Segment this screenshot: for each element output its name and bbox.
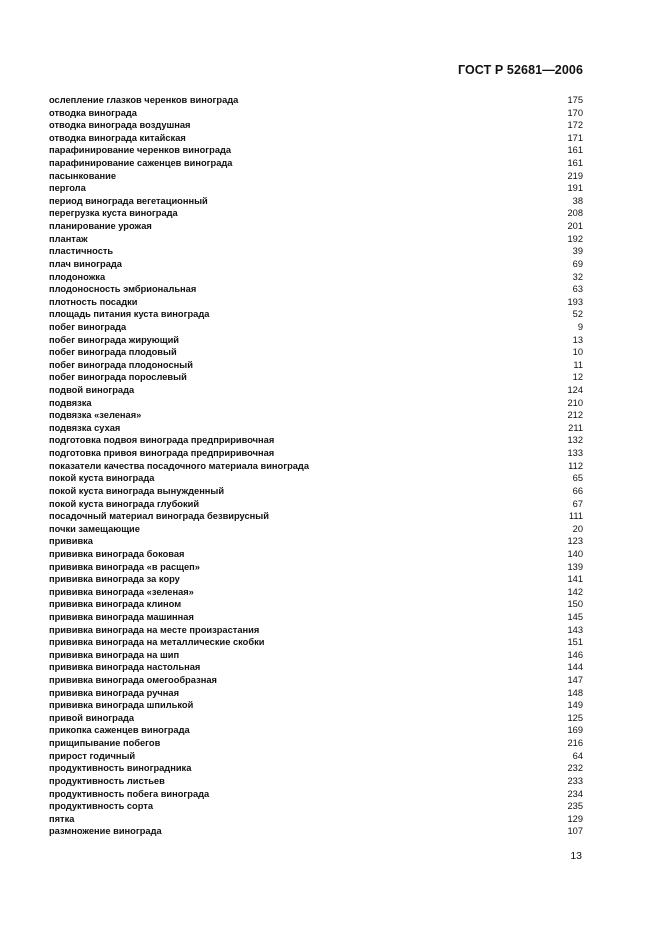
index-term: прививка винограда шпилькой xyxy=(49,700,194,711)
index-entry xyxy=(49,157,583,170)
index-page-ref: 172 xyxy=(567,120,583,131)
index-term: подвязка «зеленая» xyxy=(49,410,142,421)
index-term: продуктивность побега винограда xyxy=(49,788,210,799)
index-entry xyxy=(49,636,583,649)
index-entry xyxy=(49,712,583,725)
index-page-ref: 125 xyxy=(567,712,583,723)
index-term: продуктивность листьев xyxy=(49,775,165,786)
index-page-ref: 142 xyxy=(567,586,583,597)
index-term: прививка винограда на металлические скобки xyxy=(49,637,265,648)
index-entry xyxy=(49,321,583,334)
index-entry xyxy=(49,498,583,511)
index-entry xyxy=(49,775,583,788)
index-entry xyxy=(49,207,583,220)
index-entry xyxy=(49,308,583,321)
index-entry xyxy=(49,573,583,586)
index-page-ref: 145 xyxy=(567,611,583,622)
index-page-ref: 201 xyxy=(567,221,583,232)
index-entry xyxy=(49,624,583,637)
index-term: прививка винограда настольная xyxy=(49,662,201,673)
index-term: прививка винограда клином xyxy=(49,599,182,610)
index-term: плантаж xyxy=(49,233,88,244)
index-term: плодоносность эмбриональная xyxy=(49,284,197,295)
index-entry xyxy=(49,182,583,195)
index-page-ref: 129 xyxy=(567,813,583,824)
index-term: плодоножка xyxy=(49,271,106,282)
index-page-ref: 208 xyxy=(567,208,583,219)
index-page-ref: 63 xyxy=(572,284,583,295)
index-page-ref: 193 xyxy=(567,296,583,307)
index-page-ref: 111 xyxy=(568,511,583,522)
index-entry xyxy=(49,737,583,750)
index-term: побег винограда плодовый xyxy=(49,347,177,358)
index-entry xyxy=(49,258,583,271)
index-entry xyxy=(49,813,583,826)
index-page-ref: 12 xyxy=(572,372,583,383)
index-page-ref: 146 xyxy=(567,649,583,660)
index-entry xyxy=(49,371,583,384)
index-term: прививка xyxy=(49,536,93,547)
index-page-ref: 161 xyxy=(567,158,583,169)
index-term: покой куста винограда вынужденный xyxy=(49,485,225,496)
index-page-ref: 216 xyxy=(567,738,583,749)
index-term: покой куста винограда xyxy=(49,473,155,484)
index-page-ref: 112 xyxy=(568,460,583,471)
index-page-ref: 124 xyxy=(567,385,583,396)
index-page-ref: 150 xyxy=(567,599,583,610)
index-entry xyxy=(49,195,583,208)
page-number: 13 xyxy=(570,850,582,862)
index-page-ref: 67 xyxy=(572,498,583,509)
index-page-ref: 9 xyxy=(577,321,583,332)
index-page-ref: 219 xyxy=(567,170,583,181)
index-page-ref: 191 xyxy=(567,183,583,194)
index-entry xyxy=(49,598,583,611)
index-entry xyxy=(49,510,583,523)
index-term: подготовка привоя винограда предприривочная xyxy=(49,448,275,459)
index-page-ref: 133 xyxy=(567,448,583,459)
index-term: побег винограда плодоносный xyxy=(49,359,193,370)
index-page-ref: 171 xyxy=(567,132,583,143)
index-page-ref: 52 xyxy=(572,309,583,320)
index-entry xyxy=(49,397,583,410)
index-entry xyxy=(49,409,583,422)
index-entry xyxy=(49,94,583,107)
index-entry xyxy=(49,334,583,347)
alphabetical-index-list xyxy=(49,94,583,838)
index-term: побег винограда порослевый xyxy=(49,372,187,383)
index-page-ref: 148 xyxy=(567,687,583,698)
index-entry xyxy=(49,359,583,372)
index-page-ref: 140 xyxy=(567,548,583,559)
index-term: отводка винограда китайская xyxy=(49,132,186,143)
index-entry xyxy=(49,132,583,145)
index-entry xyxy=(49,422,583,435)
index-term: покой куста винограда глубокий xyxy=(49,498,200,509)
index-page-ref: 175 xyxy=(567,95,583,105)
index-term: прищипывание побегов xyxy=(49,738,161,749)
index-term: плач винограда xyxy=(49,258,122,269)
index-entry xyxy=(49,271,583,284)
index-entry xyxy=(49,674,583,687)
index-entry xyxy=(49,107,583,120)
index-term: подвязка сухая xyxy=(49,422,121,433)
index-page-ref: 132 xyxy=(567,435,583,446)
index-term: прирост годичный xyxy=(49,750,136,761)
index-entry xyxy=(49,447,583,460)
index-entry xyxy=(49,611,583,624)
index-term: прививка винограда ручная xyxy=(49,687,179,698)
index-term: почки замещающие xyxy=(49,523,140,534)
index-term: продуктивность сорта xyxy=(49,801,153,812)
document-header-id: ГОСТ Р 52681—2006 xyxy=(457,63,583,77)
index-page-ref: 66 xyxy=(572,485,583,496)
index-page-ref: 64 xyxy=(572,750,583,761)
index-entry xyxy=(49,586,583,599)
index-term: планирование урожая xyxy=(49,221,152,232)
index-page-ref: 141 xyxy=(567,574,583,585)
index-term: прививка винограда боковая xyxy=(49,548,185,559)
index-page-ref: 235 xyxy=(567,801,583,812)
index-term: пятка xyxy=(49,813,75,824)
index-term: отводка винограда xyxy=(49,107,137,118)
index-term: прививка винограда «в расщеп» xyxy=(49,561,200,572)
index-page-ref: 149 xyxy=(567,700,583,711)
index-term: размножение винограда xyxy=(49,826,162,837)
index-term: подвой винограда xyxy=(49,385,135,396)
index-term: площадь питания куста винограда xyxy=(49,309,210,320)
index-entry xyxy=(49,523,583,536)
index-term: прививка винограда машинная xyxy=(49,611,194,622)
index-term: побег винограда жирующий xyxy=(49,334,180,345)
index-page-ref: 139 xyxy=(567,561,583,572)
index-page-ref: 233 xyxy=(567,775,583,786)
index-page-ref: 212 xyxy=(567,410,583,421)
index-term: перегрузка куста винограда xyxy=(49,208,178,219)
index-page-ref: 38 xyxy=(572,195,583,206)
index-term: привой винограда xyxy=(49,712,135,723)
index-page-ref: 211 xyxy=(568,422,583,433)
index-entry xyxy=(49,485,583,498)
index-term: подвязка xyxy=(49,397,92,408)
index-term: прививка винограда «зеленая» xyxy=(49,586,194,597)
index-entry xyxy=(49,788,583,801)
index-term: продуктивность виноградника xyxy=(49,763,192,774)
index-page-ref: 143 xyxy=(567,624,583,635)
index-page-ref: 210 xyxy=(567,397,583,408)
index-entry xyxy=(49,434,583,447)
index-page-ref: 13 xyxy=(572,334,583,345)
index-term: посадочный материал винограда безвирусный xyxy=(49,511,269,522)
index-entry xyxy=(49,220,583,233)
index-entry xyxy=(49,699,583,712)
index-entry xyxy=(49,762,583,775)
index-entry xyxy=(49,233,583,246)
index-term: прививка винограда на месте произрастания xyxy=(49,624,260,635)
index-term: пасынкование xyxy=(49,170,116,181)
index-entry xyxy=(49,548,583,561)
index-entry xyxy=(49,384,583,397)
index-page-ref: 65 xyxy=(572,473,583,484)
index-page-ref: 147 xyxy=(567,675,583,686)
index-entry xyxy=(49,472,583,485)
index-page-ref: 234 xyxy=(567,788,583,799)
index-page-ref: 170 xyxy=(567,107,583,118)
index-term: подготовка подвоя винограда предприривочная xyxy=(49,435,275,446)
index-entry xyxy=(49,649,583,662)
index-term: парафинирование саженцев винограда xyxy=(49,158,233,169)
index-page-ref: 107 xyxy=(567,826,583,837)
index-entry xyxy=(49,119,583,132)
index-entry xyxy=(49,346,583,359)
index-page-ref: 10 xyxy=(572,347,583,358)
index-page-ref: 11 xyxy=(573,359,583,370)
index-term: прививка винограда на шип xyxy=(49,649,180,660)
index-term: период винограда вегетационный xyxy=(49,195,208,206)
index-term: прививка винограда омегообразная xyxy=(49,675,217,686)
index-entry xyxy=(49,661,583,674)
index-page-ref: 32 xyxy=(572,271,583,282)
index-page-ref: 69 xyxy=(572,258,583,269)
index-term: плотность посадки xyxy=(49,296,138,307)
index-entry xyxy=(49,283,583,296)
index-entry xyxy=(49,825,583,838)
index-entry xyxy=(49,170,583,183)
index-entry xyxy=(49,687,583,700)
index-term: пергола xyxy=(49,183,86,194)
index-entry xyxy=(49,460,583,473)
index-entry xyxy=(49,245,583,258)
index-page-ref: 169 xyxy=(567,725,583,736)
index-entry xyxy=(49,561,583,574)
index-page-ref: 192 xyxy=(567,233,583,244)
index-entry xyxy=(49,144,583,157)
index-page-ref: 20 xyxy=(572,523,583,534)
index-term: отводка винограда воздушная xyxy=(49,120,191,131)
index-page-ref: 39 xyxy=(572,246,583,257)
index-page-ref: 144 xyxy=(567,662,583,673)
index-term: побег винограда xyxy=(49,321,127,332)
index-term: прививка винограда за кору xyxy=(49,574,180,585)
index-term: показатели качества посадочного материала винограда xyxy=(49,460,310,471)
index-page-ref: 232 xyxy=(567,763,583,774)
index-entry xyxy=(49,535,583,548)
index-page-ref: 161 xyxy=(567,145,583,156)
index-page-ref: 151 xyxy=(567,637,583,648)
index-entry xyxy=(49,750,583,763)
index-entry xyxy=(49,724,583,737)
index-term: прикопка саженцев винограда xyxy=(49,725,190,736)
index-entry xyxy=(49,800,583,813)
index-entry xyxy=(49,296,583,309)
index-term: пластичность xyxy=(49,246,114,257)
index-page-ref: 123 xyxy=(567,536,583,547)
index-term: парафинирование черенков винограда xyxy=(49,145,232,156)
index-term: ослепление глазков черенков винограда xyxy=(49,95,239,105)
